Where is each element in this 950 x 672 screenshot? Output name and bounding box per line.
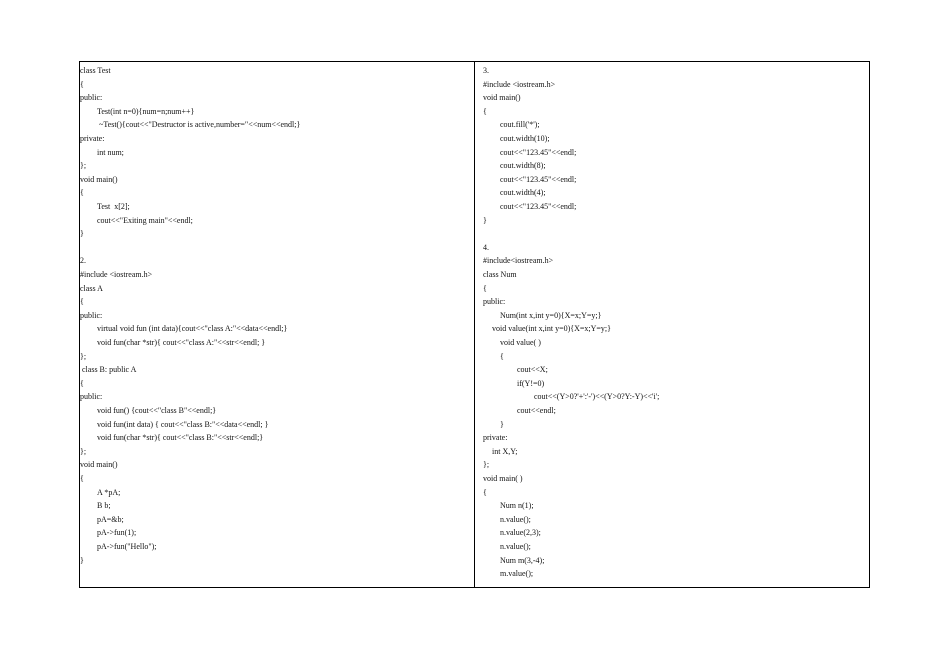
- code-line: 2.: [80, 256, 86, 266]
- code-line: class Num: [483, 270, 517, 279]
- code-line: cout<<"123.45"<<endl;: [500, 147, 577, 157]
- code-line: cout<<endl;: [517, 406, 556, 415]
- code-line: cout<<(Y>0?'+':'-')<<(Y>0?Y:-Y)<<'i';: [534, 392, 660, 402]
- code-line: cout<<"Exiting main"<<endl;: [97, 215, 193, 225]
- code-line: {: [500, 351, 504, 361]
- code-line: n.value(2,3);: [500, 528, 541, 538]
- code-line: };: [80, 351, 87, 361]
- code-line: {: [80, 297, 84, 307]
- code-line: cout.width(8);: [500, 161, 546, 171]
- code-line: void value( ): [500, 338, 541, 347]
- code-line: pA->fun("Hello");: [97, 542, 157, 551]
- code-line: cout.fill('*');: [500, 120, 540, 130]
- code-line: n.value();: [500, 542, 531, 551]
- code-line: {: [80, 474, 84, 483]
- code-line: Num(int x,int y=0){X=x;Y=y;}: [500, 310, 602, 320]
- code-line: {: [483, 487, 487, 497]
- column-divider: [474, 61, 475, 588]
- code-line: {: [483, 106, 487, 116]
- code-line: Test x[2];: [97, 202, 130, 211]
- code-line: void fun(char *str){ cout<<"class B:"<<str<<endl;}: [97, 433, 264, 443]
- code-line: private:: [483, 433, 508, 443]
- code-line: #include<iostream.h>: [483, 256, 554, 266]
- code-line: {: [80, 79, 84, 89]
- code-line: public:: [80, 310, 103, 320]
- code-line: };: [483, 460, 490, 470]
- code-line: ~Test(){cout<<"Destructor is active,number="<<num<<endl;}: [99, 120, 301, 130]
- code-line: n.value();: [500, 514, 531, 524]
- code-line: cout<<"123.45"<<endl;: [500, 202, 577, 211]
- code-line: cout.width(10);: [500, 134, 550, 143]
- code-line: void main( ): [483, 474, 523, 483]
- code-line: }: [483, 215, 487, 225]
- code-line: class Test: [80, 66, 111, 75]
- code-line: class A: [80, 283, 103, 293]
- code-line: {: [80, 188, 84, 198]
- code-line: Test(int n=0){num=n;num++}: [97, 106, 195, 116]
- code-line: 4.: [483, 242, 489, 252]
- code-line: #include <iostream.h>: [80, 270, 153, 279]
- code-line: void main(): [483, 93, 521, 103]
- code-line: cout<<X;: [517, 365, 548, 375]
- code-line: Num m(3,-4);: [500, 555, 545, 565]
- code-line: pA->fun(1);: [97, 528, 137, 538]
- code-line: virtual void fun (int data){cout<<"class A:"<<data<<endl;}: [97, 324, 288, 334]
- code-line: public:: [80, 93, 103, 103]
- code-line: Num n(1);: [500, 501, 534, 511]
- code-line: int X,Y;: [492, 446, 518, 456]
- code-line: {: [80, 378, 84, 388]
- code-line: }: [500, 419, 504, 429]
- code-line: void main(): [80, 174, 118, 184]
- code-line: };: [80, 446, 87, 456]
- code-line: void fun(char *str){ cout<<"class A:"<<str<<endl; }: [97, 338, 266, 347]
- code-line: }: [80, 229, 84, 239]
- code-line: }: [80, 555, 84, 565]
- code-line: {: [483, 283, 487, 293]
- code-line: void fun() {cout<<"class B"<<endl;}: [97, 406, 217, 415]
- code-line: void fun(int data) { cout<<"class B:"<<data<<endl; }: [97, 419, 269, 429]
- code-line: pA=&b;: [97, 514, 124, 524]
- code-line: 3.: [483, 66, 489, 75]
- code-line: int num;: [97, 147, 124, 157]
- code-line: cout.width(4);: [500, 188, 546, 198]
- code-line: class B: public A: [80, 365, 137, 375]
- code-line: public:: [80, 392, 103, 402]
- code-line: #include <iostream.h>: [483, 79, 556, 89]
- code-line: A *pA;: [97, 487, 121, 497]
- code-line: B b;: [97, 501, 111, 511]
- code-line: private:: [80, 134, 105, 143]
- code-line: m.value();: [500, 569, 534, 579]
- code-line: void value(int x,int y=0){X=x;Y=y;}: [492, 324, 611, 334]
- code-line: void main(): [80, 460, 118, 470]
- code-line: };: [80, 161, 87, 171]
- code-line: public:: [483, 297, 506, 307]
- code-line: if(Y!=0): [517, 378, 545, 388]
- code-line: cout<<"123.45"<<endl;: [500, 174, 577, 184]
